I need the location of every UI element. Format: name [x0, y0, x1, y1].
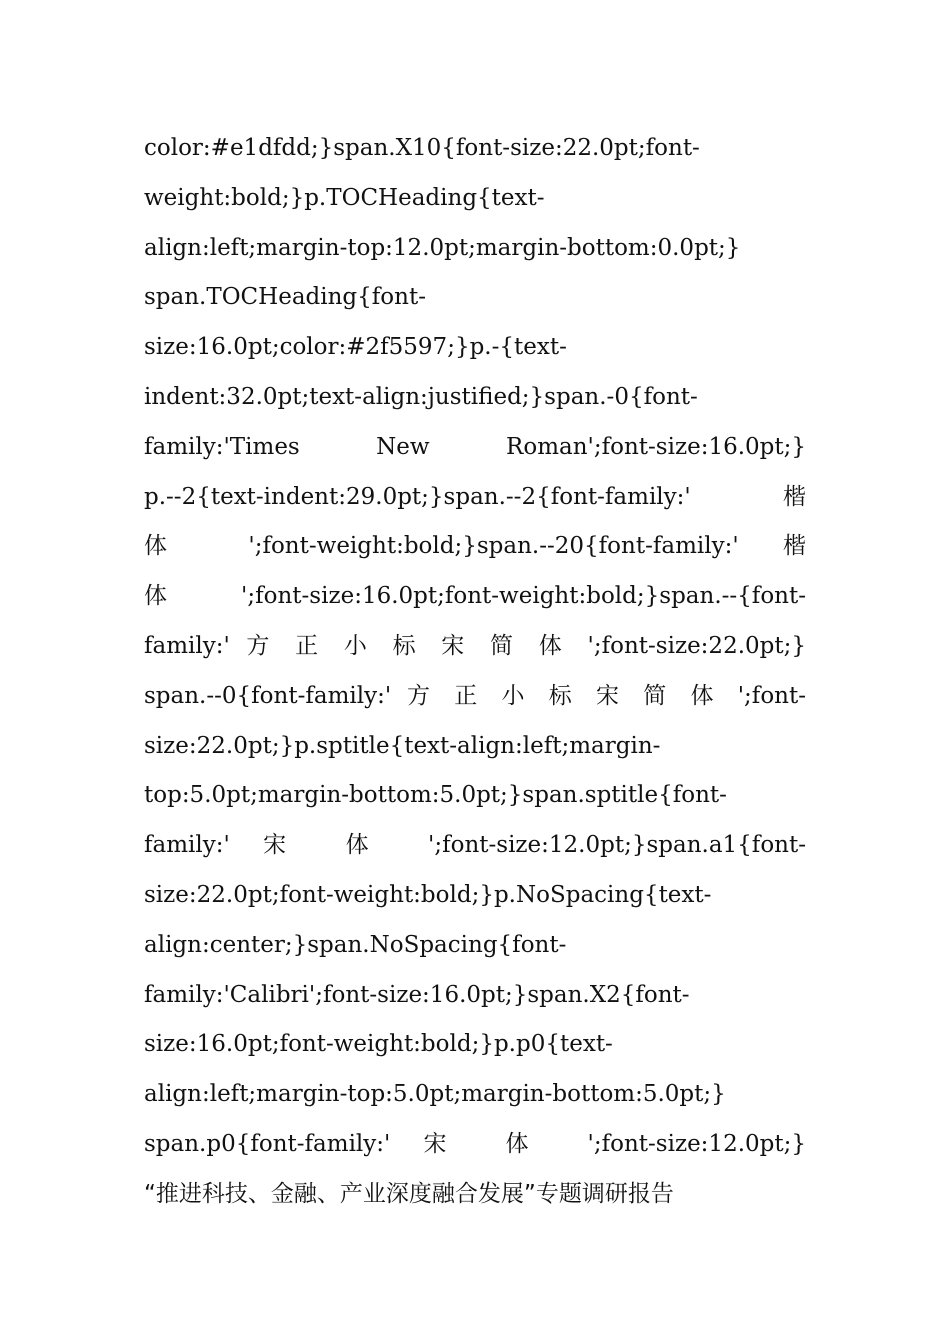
text-line: p.--2{text-indent:29.0pt;}span.--2{font-family:' 楷: [144, 483, 806, 510]
text-line: span.TOCHeading{font-: [144, 284, 426, 311]
text-line: align:left;margin-top:12.0pt;margin-bottom:0.0pt;}: [144, 234, 741, 261]
text-line: indent:32.0pt;text-align:justified;}span.-0{font-: [144, 383, 698, 410]
document-title: “推进科技、金融、产业深度融合发展”专题调研报告: [144, 1180, 674, 1207]
text-line: size:22.0pt;font-weight:bold;}p.NoSpacing{text-: [144, 881, 712, 908]
text-line: 体 ';font-weight:bold;}span.--20{font-family:' 楷: [144, 533, 806, 560]
text-line: family:' 方 正 小 标 宋 简 体 ';font-size:22.0pt;}: [144, 632, 806, 659]
text-line: top:5.0pt;margin-bottom:5.0pt;}span.sptitle{font-: [144, 782, 727, 809]
text-line: family:'Calibri';font-size:16.0pt;}span.X2{font-: [144, 981, 690, 1008]
text-line: span.--0{font-family:' 方 正 小 标 宋 简 体 ';font-: [144, 682, 806, 709]
text-line: size:16.0pt;color:#2f5597;}p.-{text-: [144, 334, 567, 361]
text-line: family:'Times New Roman';font-size:16.0pt;}: [144, 433, 806, 460]
text-line: span.p0{font-family:' 宋 体 ';font-size:12.0pt;}: [144, 1130, 806, 1157]
body-text: [144, 124, 806, 1220]
text-line: size:16.0pt;font-weight:bold;}p.p0{text-: [144, 1031, 613, 1058]
text-line: align:center;}span.NoSpacing{font-: [144, 931, 567, 958]
text-line: 体 ';font-size:16.0pt;font-weight:bold;}span.--{font-: [144, 583, 806, 610]
text-line: family:' 宋 体 ';font-size:12.0pt;}span.a1{font-: [144, 832, 806, 859]
text-line: weight:bold;}p.TOCHeading{text-: [144, 184, 545, 211]
text-line: align:left;margin-top:5.0pt;margin-bottom:5.0pt;}: [144, 1081, 726, 1108]
text-line: color:#e1dfdd;}span.X10{font-size:22.0pt;font-: [144, 135, 700, 161]
text-line: size:22.0pt;}p.sptitle{text-align:left;margin-: [144, 732, 661, 759]
